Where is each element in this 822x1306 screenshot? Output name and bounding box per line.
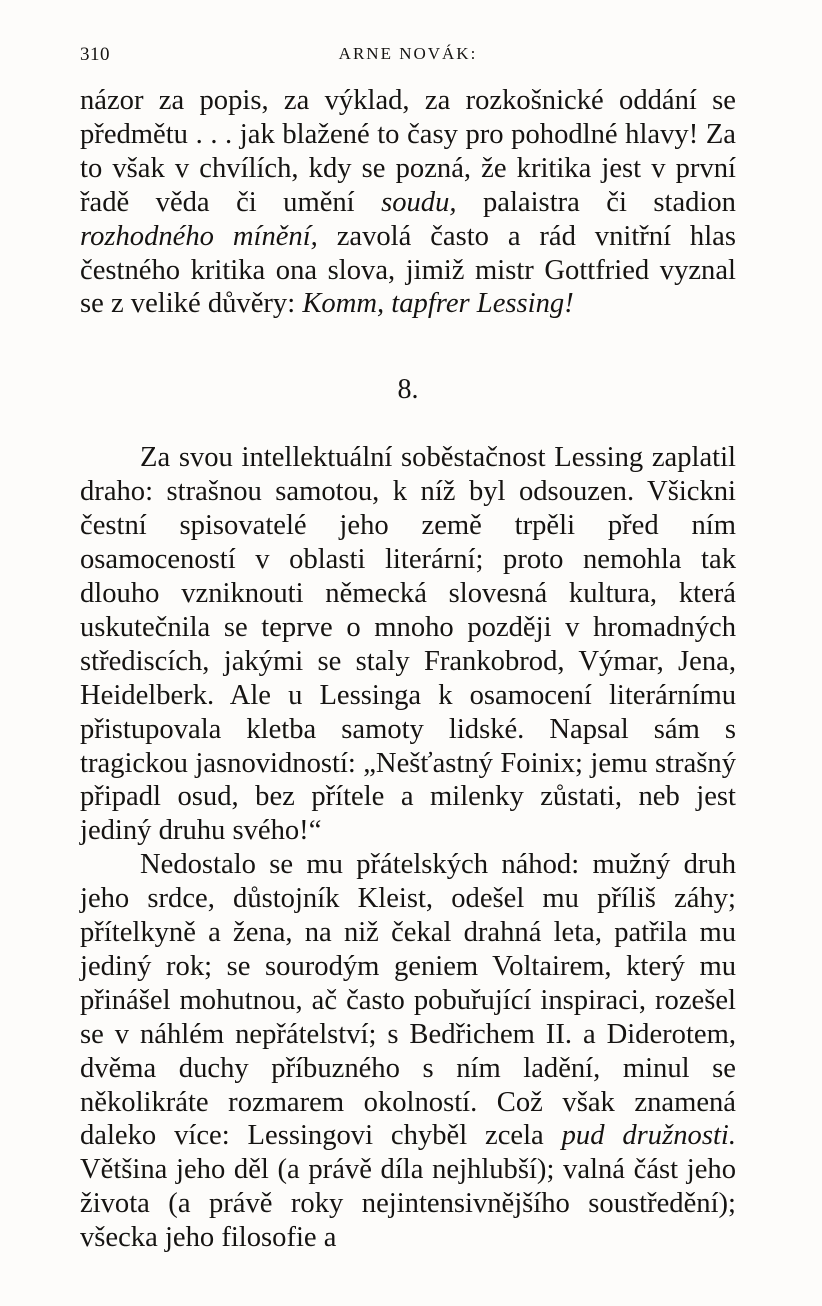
- italic-text: soudu,: [381, 186, 457, 218]
- paragraph: Za svou intellektuální soběstačnost Lessing zaplatil draho: strašnou samotou, k níž byl odsouzen. Všickni čestní spisovatelé jeho země trpěli před ním osamoceností v oblasti literární; proto nemohla tak dlouho vzniknouti německá slovesná kultura, která uskutečnila se teprve o mnoho později v hromadných střediscích, jakými se staly Frankobrod, Výmar, Jena, Heidelberk. Ale u Lessinga k osamocení literárnímu přistupovala kletba samoty lidské. Napsal sám s tragickou jasnovidností: „Nešťastný Foinix; jemu strašný připadl osud, bez přítele a milenky zůstati, neb jest jediný druhu svého!“: [80, 442, 736, 847]
- section-number: 8.: [397, 374, 419, 406]
- text-run: zavolá často a rád vnitřní hlas čestného kritika ona slova, jimiž mistr Gottfried vyznal se z veliké důvěry:: [80, 220, 736, 320]
- page-number: 310: [80, 44, 110, 65]
- italic-text: rozhodného mínění,: [80, 220, 318, 252]
- italic-text: pud družnosti.: [561, 1120, 736, 1152]
- page-header: [80, 44, 736, 74]
- text-run: palaistra či stadion: [456, 186, 736, 218]
- italic-quote: Komm, tapfrer Lessing!: [302, 288, 574, 320]
- text-run: názor za popis, za výklad, za rozkošnické oddání se předmětu . . . jak blažené to časy pro pohodlné hlavy! Za to však v chvílích, kdy se pozná, že kritika jest v první řadě věda či umění: [80, 85, 736, 218]
- paragraph-continuation: [80, 84, 736, 321]
- paragraph: [80, 848, 736, 1255]
- page-body: [80, 84, 736, 1255]
- text-run: Většina jeho děl (a právě díla nejhlubší); valná část jeho života (a právě roky nejintensivnějšího soustředění); všecka jeho filosofie a: [80, 1154, 736, 1254]
- running-head: ARNE NOVÁK:: [338, 44, 478, 63]
- text-run: Nedostalo se mu přátelských náhod: mužný druh jeho srdce, důstojník Kleist, odešel mu příliš záhy; přítelkyně a žena, na niž čekal drahná leta, patřila mu jediný rok; se sourodým geniem Voltairem, který mu přinášel mohutnou, ač často pobuřující inspiraci, rozešel se v náhlém nepřátelství; s Bedřichem II. a Diderotem, dvěma duchy příbuzného s ním ladění, minul se několikráte rozmarem okolností. Což však znamená daleko více: Lessingovi chyběl zcela: [80, 849, 736, 1152]
